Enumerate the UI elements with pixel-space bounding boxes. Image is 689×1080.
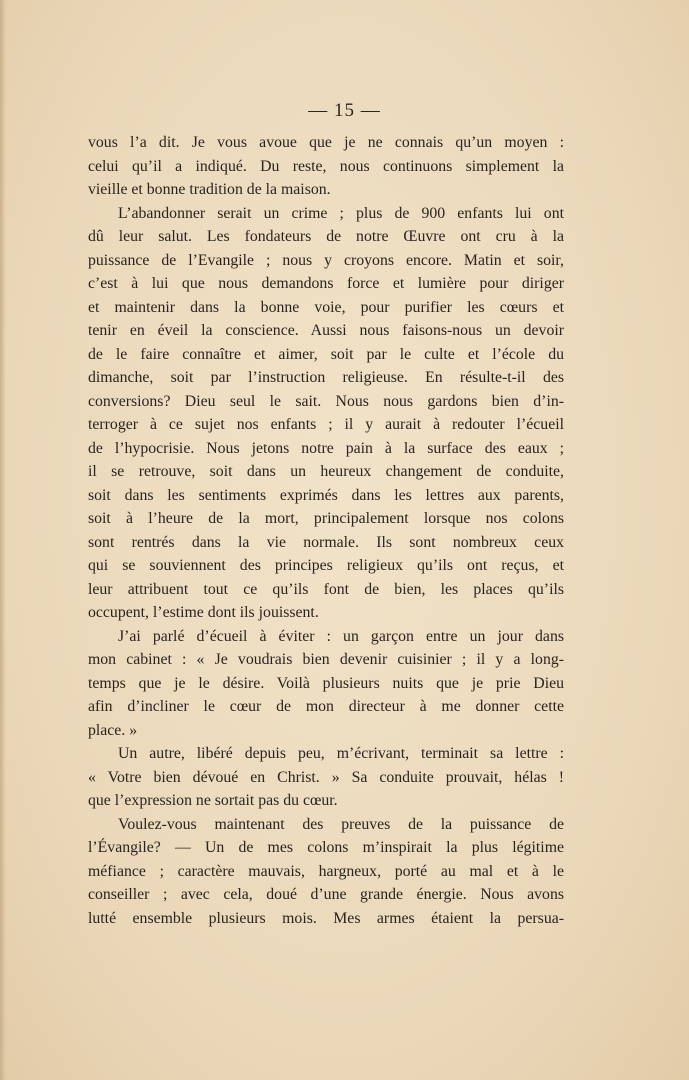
text-line: Un autre, libéré depuis peu, m’écrivant, terminait sa lettre : bbox=[118, 745, 564, 762]
text-line: sont rentrés dans la vie normale. Ils sont nombreux ceux bbox=[88, 533, 564, 551]
text-line: il se retrouve, soit dans un heureux changement de conduite, bbox=[88, 463, 564, 480]
text-line: J’ai parlé d’écueil à éviter : un garçon entre un jour dans bbox=[118, 627, 564, 645]
text-line: L’abandonner serait un crime ; plus de 900 enfants lui ont bbox=[118, 204, 564, 222]
text-line: Voulez-vous maintenant des preuves de la puissance de bbox=[118, 815, 564, 833]
text-line: vieille et bonne tradition de la maison. bbox=[88, 181, 331, 198]
text-line: temps que je le désire. Voilà plusieurs nuits que je prie Dieu bbox=[88, 674, 564, 692]
text-line: qui se souviennent des principes religieux qu’ils ont reçus, et bbox=[88, 557, 564, 574]
text-line: conseiller ; avec cela, doué d’une grande énergie. Nous avons bbox=[88, 886, 564, 903]
text-line: tenir en éveil la conscience. Aussi nous faisons-nous un devoir bbox=[88, 322, 564, 339]
text-line: soit à l’heure de la mort, principalement lorsque nos colons bbox=[88, 510, 564, 527]
text-line: conversions? Dieu seul le sait. Nous nous gardons bien d’in- bbox=[88, 392, 564, 410]
text-line: de le faire connaître et aimer, soit par le culte et l’école du bbox=[88, 345, 564, 363]
body-text bbox=[88, 131, 564, 930]
text-line: vous l’a dit. Je vous avoue que je ne connais qu’un moyen : bbox=[88, 134, 564, 151]
text-line: de l’hypocrisie. Nous jetons notre pain à la surface des eaux ; bbox=[88, 439, 564, 457]
text-line: dû leur salut. Les fondateurs de notre Œuvre ont cru à la bbox=[88, 228, 564, 245]
page-edge bbox=[0, 0, 6, 1080]
text-line: leur attribuent tout ce qu’ils font de bien, les places qu’ils bbox=[88, 580, 564, 598]
text-line: terroger à ce sujet nos enfants ; il y aurait à redouter l’écueil bbox=[88, 416, 564, 433]
text-line: place. » bbox=[88, 721, 138, 739]
text-line: et maintenir dans la bonne voie, pour purifier les cœurs et bbox=[88, 298, 564, 316]
text-line: méfiance ; caractère mauvais, hargneux, porté au mal et à le bbox=[88, 862, 564, 880]
text-line: puissance de l’Evangile ; nous y croyons encore. Matin et soir, bbox=[88, 251, 564, 269]
text-line: mon cabinet : « Je voudrais bien devenir cuisinier ; il y a long- bbox=[88, 651, 564, 668]
text-line: « Votre bien dévoué en Christ. » Sa conduite prouvait, hélas ! bbox=[88, 768, 564, 786]
text-line: soit dans les sentiments exprimés dans les lettres aux parents, bbox=[88, 486, 564, 504]
text-line: occupent, l’estime dont ils jouissent. bbox=[88, 604, 319, 621]
text-line: c’est à lui que nous demandons force et lumière pour diriger bbox=[88, 275, 564, 292]
text-line: dimanche, soit par l’instruction religieuse. En résulte-t-il des bbox=[88, 369, 564, 386]
page-number: — 15 — bbox=[308, 100, 381, 121]
text-line: celui qu’il a indiqué. Du reste, nous continuons simplement la bbox=[88, 157, 564, 175]
text-line: que l’expression ne sortait pas du cœur. bbox=[88, 792, 338, 809]
text-line: l’Évangile? — Un de mes colons m’inspirait la plus légitime bbox=[88, 839, 564, 856]
text-line: afin d’incliner le cœur de mon directeur à me donner cette bbox=[88, 698, 564, 715]
text-line: lutté ensemble plusieurs mois. Mes armes étaient la persua- bbox=[88, 909, 564, 927]
